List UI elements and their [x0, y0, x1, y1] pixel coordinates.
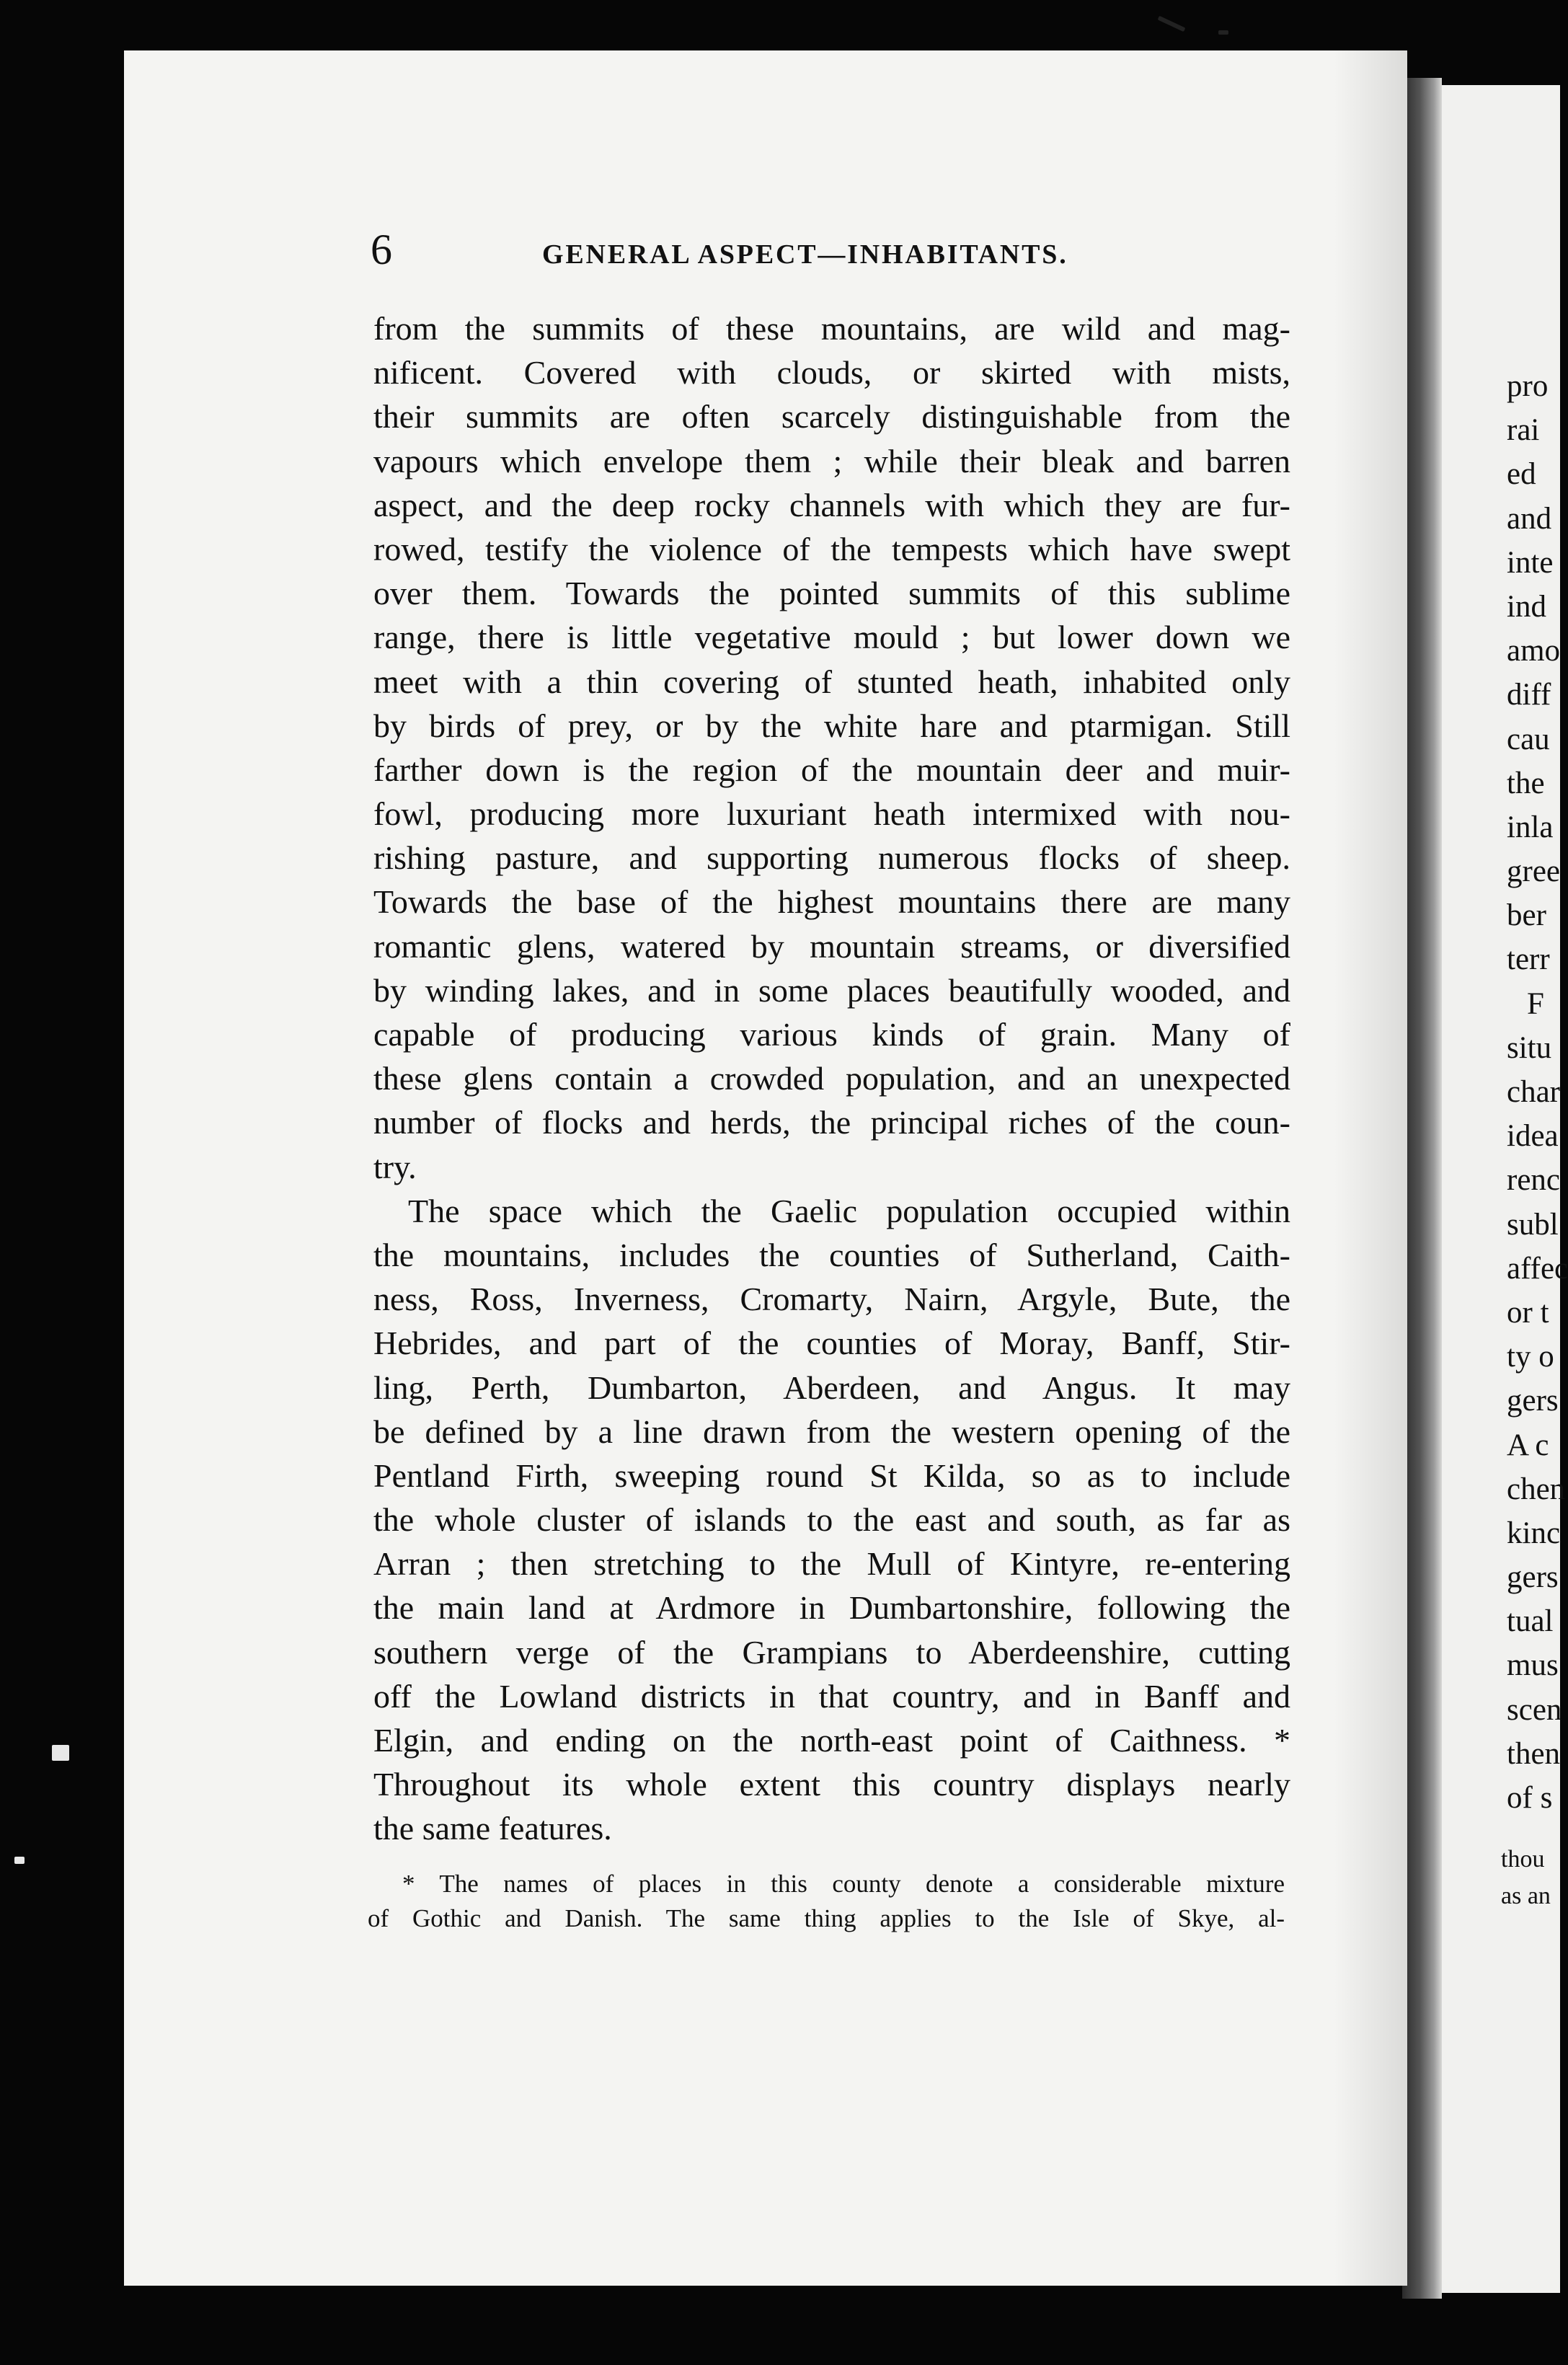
next-page-text — [1507, 364, 1568, 1820]
next-page-footnote — [1501, 1841, 1566, 1914]
text-line: range, there is little vegetative mould ; but lower down we — [373, 619, 1290, 656]
text-line: The space which the Gaelic population occupied within — [408, 1192, 1290, 1229]
text-line: southern verge of the Grampians to Aberdeenshire, cutting — [373, 1633, 1290, 1671]
text-line: rowed, testify the violence of the tempests which have swept — [373, 530, 1290, 567]
text-line: the whole cluster of islands to the east and south, as far as — [373, 1501, 1290, 1539]
next-page-line: cau — [1507, 722, 1550, 756]
next-page-line: F — [1527, 986, 1544, 1021]
text-line: by birds of prey, or by the white hare and ptarmigan. Still — [373, 707, 1290, 744]
scan-speck — [1218, 30, 1228, 35]
text-line: from the summits of these mountains, are wild and mag- — [373, 310, 1290, 347]
page-number: 6 — [371, 226, 392, 273]
next-page-line: idea — [1507, 1119, 1559, 1154]
next-page-line: renc — [1507, 1163, 1560, 1198]
footnote-line: of Gothic and Danish. The same thing applies to the Isle of Skye, al- — [368, 1904, 1285, 1932]
next-page-line: ed — [1507, 457, 1536, 492]
text-line: ness, Ross, Inverness, Cromarty, Nairn, Argyle, Bute, the — [373, 1281, 1290, 1318]
next-page-line: affec — [1507, 1251, 1568, 1286]
scan-speck — [52, 1745, 69, 1761]
text-line: these glens contain a crowded population, and an unexpected — [373, 1060, 1290, 1097]
text-line: their summits are often scarcely distinguishable from the — [373, 398, 1290, 436]
next-page-line: pro — [1507, 369, 1549, 403]
page-gutter-shadow — [1402, 78, 1442, 2299]
next-page-line: chen — [1507, 1472, 1566, 1506]
text-line: Pentland Firth, sweeping round St Kilda, so as to include — [373, 1456, 1290, 1494]
next-page-line: mus — [1507, 1648, 1559, 1683]
text-line: Hebrides, and part of the counties of Moray, Banff, Stir- — [373, 1325, 1290, 1362]
next-page-line: gers — [1507, 1384, 1559, 1418]
next-page-line: gree — [1507, 854, 1560, 889]
next-page-line: and — [1507, 501, 1552, 536]
text-line: vapours which envelope them ; while their bleak and barren — [373, 442, 1290, 479]
page-edge-shade — [1334, 50, 1407, 2286]
text-line: aspect, and the deep rocky channels with which they are fur- — [373, 486, 1290, 523]
next-page-line: the — [1507, 766, 1545, 800]
text-line: the mountains, includes the counties of Sutherland, Caith- — [373, 1236, 1290, 1273]
next-page-line: subl — [1507, 1207, 1559, 1242]
text-line: farther down is the region of the mountain deer and muir- — [373, 751, 1290, 788]
next-page-line: inla — [1507, 810, 1554, 844]
next-page-footnote-line: as an — [1501, 1883, 1551, 1909]
body-text — [373, 306, 1290, 1851]
next-page-line: rai — [1507, 413, 1540, 448]
text-line: off the Lowland districts in that country, and in Banff and — [373, 1677, 1290, 1715]
scan-speck — [14, 1857, 25, 1864]
next-page-line: inte — [1507, 545, 1554, 580]
text-line: capable of producing various kinds of grain. Many of — [373, 1016, 1290, 1053]
text-line: fowl, producing more luxuriant heath intermixed with nou- — [373, 795, 1290, 833]
next-page-line: A c — [1507, 1428, 1549, 1462]
footnote — [368, 1867, 1285, 1936]
text-line: over them. Towards the pointed summits of this sublime — [373, 575, 1290, 612]
text-line: Elgin, and ending on the north-east point of Caithness. * — [373, 1722, 1290, 1759]
text-line: be defined by a line drawn from the western opening of the — [373, 1413, 1290, 1450]
text-line: by winding lakes, and in some places beautifully wooded, and — [373, 971, 1290, 1009]
text-line: ling, Perth, Dumbarton, Aberdeen, and Angus. It may — [373, 1369, 1290, 1406]
text-line: the main land at Ardmore in Dumbartonshire, following the — [373, 1589, 1290, 1627]
text-line: rishing pasture, and supporting numerous flocks of sheep. — [373, 839, 1290, 877]
text-line: Towards the base of the highest mountains there are many — [373, 883, 1290, 921]
next-page-line: of s — [1507, 1781, 1553, 1815]
next-page-line: ty o — [1507, 1340, 1554, 1374]
running-header — [371, 226, 1370, 286]
scan-speck — [1158, 16, 1186, 32]
running-title: GENERAL ASPECT—INHABITANTS. — [542, 239, 1068, 270]
next-page-line: then — [1507, 1736, 1561, 1771]
next-page-line: situ — [1507, 1030, 1552, 1065]
text-line: romantic glens, watered by mountain streams, or diversified — [373, 927, 1290, 965]
text-line: Arran ; then stretching to the Mull of Kintyre, re-entering — [373, 1545, 1290, 1583]
next-page-line: ber — [1507, 898, 1546, 933]
next-page-line: terr — [1507, 942, 1550, 977]
footnote-line: * The names of places in this county denote a considerable mixture — [402, 1870, 1285, 1898]
text-line: try. — [373, 1148, 417, 1185]
text-line: meet with a thin covering of stunted heath, inhabited only — [373, 663, 1290, 700]
next-page-line: gers — [1507, 1560, 1559, 1595]
text-line: Throughout its whole extent this country displays nearly — [373, 1766, 1290, 1803]
next-page-line: or t — [1507, 1295, 1549, 1330]
next-page-line: scen — [1507, 1692, 1562, 1727]
next-page-footnote-line: thou — [1501, 1846, 1545, 1873]
next-page-line: amo — [1507, 634, 1561, 668]
next-page-line: diff — [1507, 678, 1551, 712]
text-line: nificent. Covered with clouds, or skirted with mists, — [373, 354, 1290, 392]
next-page-line: tual — [1507, 1604, 1554, 1639]
text-line: number of flocks and herds, the principal riches of the coun- — [373, 1104, 1290, 1141]
next-page-line: kinc — [1507, 1516, 1561, 1550]
text-line: the same features. — [373, 1810, 612, 1847]
next-page-line: ind — [1507, 589, 1546, 624]
next-page-line: char — [1507, 1075, 1560, 1109]
